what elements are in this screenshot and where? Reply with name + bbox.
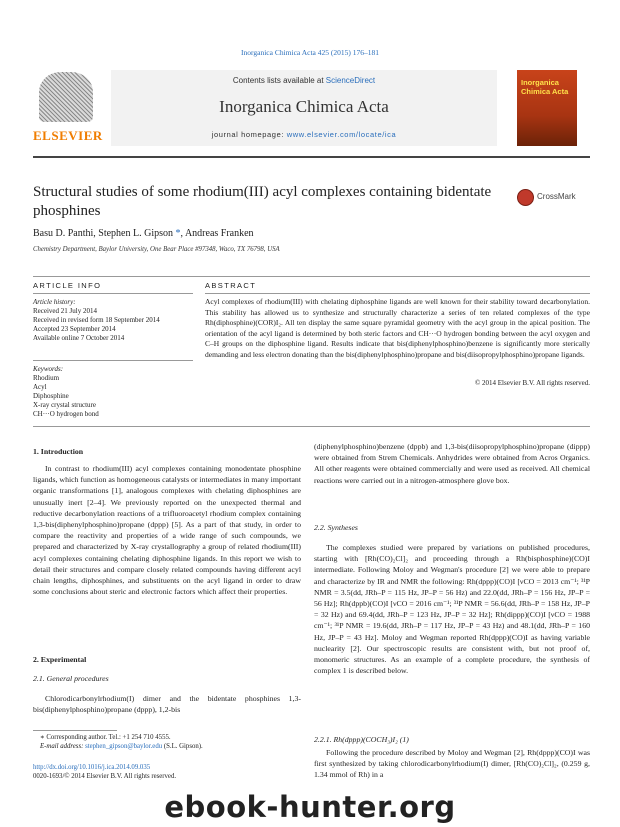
intro-paragraph: In contrast to rhodium(III) acyl complexes containing monodentate phosphine ligands, which function as homogeneous catalysts or intermediates in many important organic transformations [1], analogous complexes with chelating diphosphines are unusually inert [2–4]. We previously reported on the unexpected thermal and reductive decarbonylation reactions of a trifluoroacetyl rhodium complex containing 1,3-bis(diphenylphosphino)propane (dppp) [5]. As a part of that study, in order to compare the reactivity and properties of a wide range of such compounds, we prepared and characterized by X-ray crystallography a group of related rhodium(III) acyl complexes containing chelating diphosphine ligands. In this report we wish to detail their structures and compare closely related compounds having different acyl chain lengths, diphosphines, and substituents on the acyl ligand in order to draw some conclusions about steric and electronic factors which affect their properties. — [33, 464, 301, 597]
watermark: ebook-hunter.org — [164, 790, 456, 824]
crossmark-label: CrossMark — [537, 192, 576, 201]
footnote-divider — [33, 730, 117, 731]
general-procedures-heading: 2.1. General procedures — [33, 674, 109, 683]
contents-prefix: Contents lists available at — [232, 76, 326, 85]
homepage-prefix: journal homepage: — [211, 130, 287, 139]
general-procedures-paragraph: Chlorodicarbonylrhodium(I) dimer and the bidentate phosphines 1,3-bis(diphenylphosphino)propane (dppp), 1,2-bis — [33, 694, 301, 715]
email-suffix: (S.L. Gipson). — [162, 743, 203, 750]
journal-homepage-line — [111, 130, 497, 139]
history-label: Article history: — [33, 298, 76, 306]
journal-citation[interactable]: Inorganica Chimica Acta 425 (2015) 176–181 — [241, 48, 379, 57]
journal-cover-thumbnail[interactable] — [517, 70, 577, 146]
info-top-divider — [33, 276, 590, 277]
masthead-banner — [111, 70, 497, 146]
keyword-item: Rhodium — [33, 374, 60, 382]
corresponding-author-note: ∗ Corresponding author. Tel.: +1 254 710 4555. — [40, 734, 171, 741]
abstract-heading-divider — [205, 293, 590, 294]
corresponding-author-mark[interactable]: * — [173, 228, 181, 239]
contents-line — [111, 76, 497, 85]
elsevier-tree-icon — [39, 72, 93, 122]
email-line — [40, 742, 302, 751]
body-top-divider — [33, 426, 590, 427]
author-footnote — [40, 733, 302, 751]
complex-1-heading: 2.2.1. Rh(dppp)(COCH₃)I₂ (1) — [314, 735, 409, 744]
elsevier-logo[interactable] — [33, 72, 103, 146]
issn-line: 0020-1693/© 2014 Elsevier B.V. All rights reserved. — [33, 773, 177, 780]
article-history — [33, 298, 193, 343]
keyword-item: Acyl — [33, 383, 47, 391]
author-email-link[interactable]: stephen_gipson@baylor.edu — [85, 743, 163, 750]
intro-heading: 1. Introduction — [33, 447, 84, 456]
masthead-divider — [33, 156, 590, 158]
info-heading-divider — [33, 293, 193, 294]
history-item: Received 21 July 2014 — [33, 307, 97, 315]
syntheses-heading: 2.2. Syntheses — [314, 523, 358, 532]
keywords-divider — [33, 360, 193, 361]
sciencedirect-link[interactable]: ScienceDirect — [325, 76, 376, 85]
abstract-text: Acyl complexes of rhodium(III) with chelating diphosphine ligands are well known for their stability toward decarbonylation. This stability has allowed us to synthesize and structurally characterize a series of ten related complexes of the type Rh(diphosphine)(COR)I₂. All ten display the same square pyramidal geometry with the acyl group in the apical position. The orientation of the acyl ligand is determined by both steric factors and CH···O hydrogen bonding between the acyl oxygen and C–H groups on the diphosphine ligand. Results indicate that bis(diphenylphosphino)benzene is significantly more sterically demanding and less electron donating than the bis(diphenylphosphino)propane and bis(diisopropylphosphino)propane ligands. — [205, 297, 590, 359]
homepage-link[interactable]: www.elsevier.com/locate/ica — [286, 130, 397, 139]
journal-title: Inorganica Chimica Acta — [219, 97, 389, 116]
author-affiliation: Chemistry Department, Baylor University, One Bear Place #97348, Waco, TX 76798, USA — [33, 246, 280, 253]
email-label: E-mail address: — [40, 743, 86, 750]
elsevier-wordmark: ELSEVIER — [33, 128, 103, 143]
journal-masthead — [33, 70, 590, 152]
cover-title: Inorganica Chimica Acta — [521, 78, 569, 96]
history-item: Available online 7 October 2014 — [33, 334, 125, 342]
history-item: Accepted 23 September 2014 — [33, 325, 116, 333]
keywords-label: Keywords: — [33, 365, 64, 373]
doi-link[interactable]: http://dx.doi.org/10.1016/j.ica.2014.09.035 — [33, 764, 151, 771]
authors-after: , Andreas Franken — [180, 228, 254, 239]
article-info-heading: ARTICLE INFO — [33, 281, 102, 290]
complex-1-paragraph: Following the procedure described by Moloy and Wegman [2], Rh(dppp)(CO)I was first synthesized by taking chlorodicarbonylrhodium(I) dimer, [Rh(CO)₂Cl]₂, (0.259 g, 1.34 mmol of Rh) in a — [314, 748, 590, 780]
crossmark-badge[interactable] — [517, 189, 590, 205]
syntheses-paragraph: The complexes studied were prepared by variations on published procedures, starting with [Rh(CO)₂Cl]₂ and proceeding through a Rh(bisphosphine)(CO)I intermediate. Following Moloy and Wegman's procedure [2] we were able to prepare and characterize by IR and NMR the following: Rh(dppp)(CO)I [νCO = 2013 cm⁻¹; ³¹P NMR = 3.5(dd, JRh–P = 115 Hz, JP–P = 56 Hz) and 22.0(dd, JRh–P = 156 Hz, JP–P = 56 Hz]; Rh(dppb)(CO)I [νCO = 2016 cm⁻¹; ³¹P NMR = 56.6(dd, JRh–P = 158 Hz, JP–P = 32 Hz) and 69.4(dd, JRh–P = 123 Hz, JP–P = 32 Hz]; Rh(dippp)(CO)I [νCO = 1988 cm⁻¹; ³¹P NMR = 19.6(dd, JRh–P = 117 Hz, JP–P = 43 Hz) and 48.1(dd, JRh–P = 160 Hz, JP–P = 43 Hz]. Moloy and Wegman reported Rh(dppp)(CO)I as having variable nuclearity [2]. Our spectroscopic results are consistent with, but not proof of, monomeric structures. As an example of a complete procedure, the synthesis of complex 1 is described below. — [314, 543, 590, 676]
keyword-item: X-ray crystal structure — [33, 401, 96, 409]
abstract-heading: ABSTRACT — [205, 281, 257, 290]
article-title: Structural studies of some rhodium(III) acyl complexes containing bidentate phosphines — [33, 184, 492, 219]
author-list — [33, 228, 590, 239]
crossmark-icon — [517, 189, 534, 206]
history-item: Received in revised form 18 September 2014 — [33, 316, 160, 324]
experimental-heading: 2. Experimental — [33, 655, 87, 664]
authors-before: Basu D. Panthi, Stephen L. Gipson — [33, 228, 173, 239]
keyword-list — [33, 365, 193, 419]
general-procedures-continued: (diphenylphosphino)benzene (dppb) and 1,3-bis(diisopropylphosphino)propane (dippp) were obtained from Strem Chemicals. Anhydrides were obtained from Acros Organics. All other reagents were obtained commercially and were used as received. All chemical reactions were carried out in a nitrogen-atmosphere glove box. — [314, 442, 590, 485]
abstract-copyright: © 2014 Elsevier B.V. All rights reserved. — [474, 379, 590, 387]
keyword-item: Diphosphine — [33, 392, 69, 400]
doi-block — [33, 763, 301, 781]
keyword-item: CH···O hydrogen bond — [33, 410, 99, 418]
